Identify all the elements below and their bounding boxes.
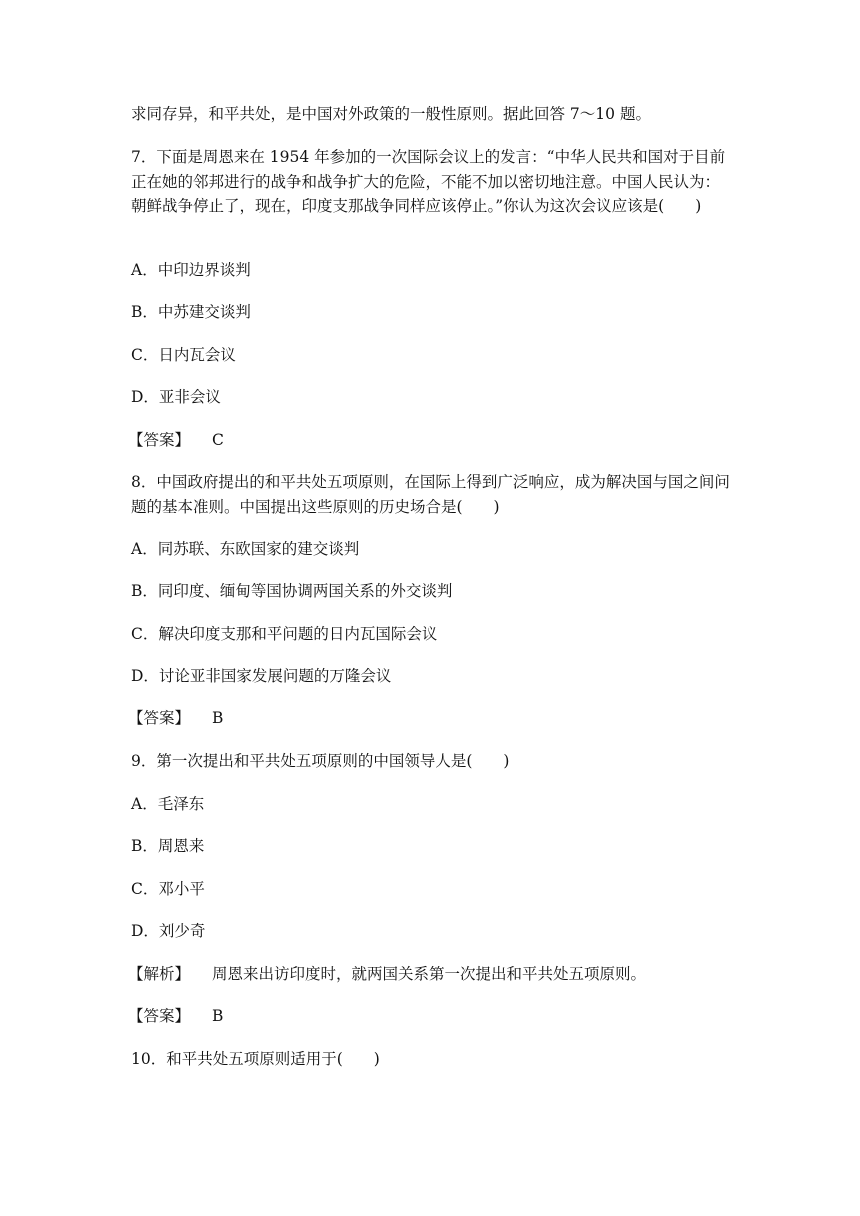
analysis-label: 【解析】 — [128, 965, 191, 983]
answer-value: C — [212, 431, 224, 449]
answer-value: B — [212, 709, 224, 727]
question-9-analysis-row — [128, 964, 728, 985]
question-9-option-a: A．毛泽东 — [131, 795, 205, 813]
question-7-option-c: C．日内瓦会议 — [131, 346, 236, 364]
question-7-option-b: B．中苏建交谈判 — [131, 303, 251, 321]
analysis-text: 周恩来出访印度时，就两国关系第一次提出和平共处五项原则。 — [212, 965, 647, 983]
question-9-stem: 9．第一次提出和平共处五项原则的中国领导人是( ) — [131, 752, 510, 770]
question-8-option-d: D．讨论亚非国家发展问题的万隆会议 — [131, 667, 392, 685]
question-8-option-c: C．解决印度支那和平问题的日内瓦国际会议 — [131, 625, 438, 643]
question-8-option-b: B．同印度、缅甸等国协调两国关系的外交谈判 — [131, 582, 453, 600]
question-10-stem: 10．和平共处五项原则适用于( ) — [131, 1050, 380, 1068]
answer-label: 【答案】 — [128, 431, 191, 449]
answer-value: B — [212, 1007, 224, 1025]
question-8-option-a: A．同苏联、东欧国家的建交谈判 — [131, 540, 360, 558]
intro-text: 求同存异，和平共处，是中国对外政策的一般性原则。据此回答 7～10 题。 — [131, 105, 651, 123]
question-7-option-a: A．中印边界谈判 — [131, 261, 251, 279]
question-8-stem: 8．中国政府提出的和平共处五项原则，在国际上得到广泛响应，成为解决国与国之间问题的基本准则。中国提出这些原则的历史场合是( ) — [131, 473, 730, 516]
question-7-answer-row — [128, 430, 728, 451]
question-9-option-c: C．邓小平 — [131, 880, 205, 898]
answer-label: 【答案】 — [128, 1007, 191, 1025]
question-9-option-b: B．周恩来 — [131, 837, 205, 855]
answer-label: 【答案】 — [128, 709, 191, 727]
question-7-stem: 7．下面是周恩来在 1954 年参加的一次国际会议上的发言：“中华人民共和国对于目前正在她的邻邦进行的战争和战争扩大的危险，不能不加以密切地注意。中国人民认为：朝鲜战争停止了，现在，印度支那战争同样应该停止。”你认为这次会议应该是( ) — [131, 148, 726, 215]
question-7-option-d: D．亚非会议 — [131, 388, 221, 406]
question-9-answer-row — [128, 1006, 728, 1027]
question-9-option-d: D．刘少奇 — [131, 922, 206, 940]
question-8-answer-row — [128, 708, 728, 729]
